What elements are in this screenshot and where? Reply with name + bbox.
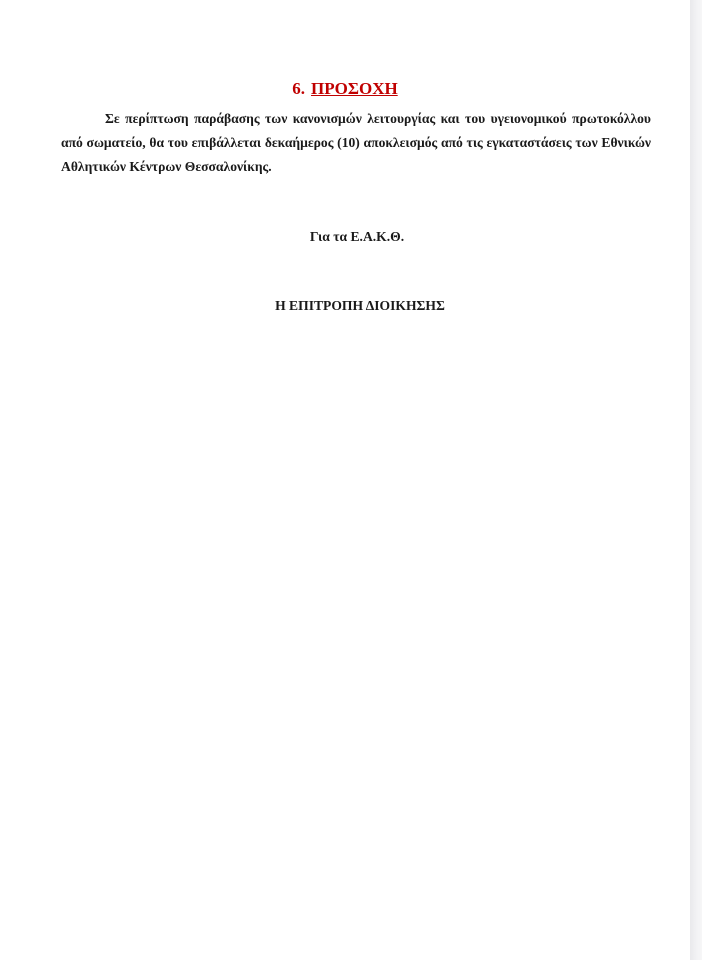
signature-committee: Η ΕΠΙΤΡΟΠΗ ΔΙΟΙΚΗΣΗΣ	[275, 298, 445, 313]
signature-on-behalf: Για τα Ε.Α.Κ.Θ.	[309, 229, 405, 244]
section-number: 6.	[292, 79, 306, 98]
warning-paragraph: Σε περίπτωση παράβασης των κανονισμών λειτουργίας και του υγειονομικού πρωτοκόλλου από σωματείο, θα του επιβάλλεται δεκαήμερος (10) αποκλεισμός από τις εγκαταστάσεις των Εθνικών Αθλητικών Κέντρων Θεσσαλονίκης.	[61, 111, 651, 174]
section-title: ΠΡΟΣΟΧΗ	[311, 79, 398, 98]
page-edge-shadow	[690, 0, 702, 960]
section-heading	[0, 78, 690, 100]
